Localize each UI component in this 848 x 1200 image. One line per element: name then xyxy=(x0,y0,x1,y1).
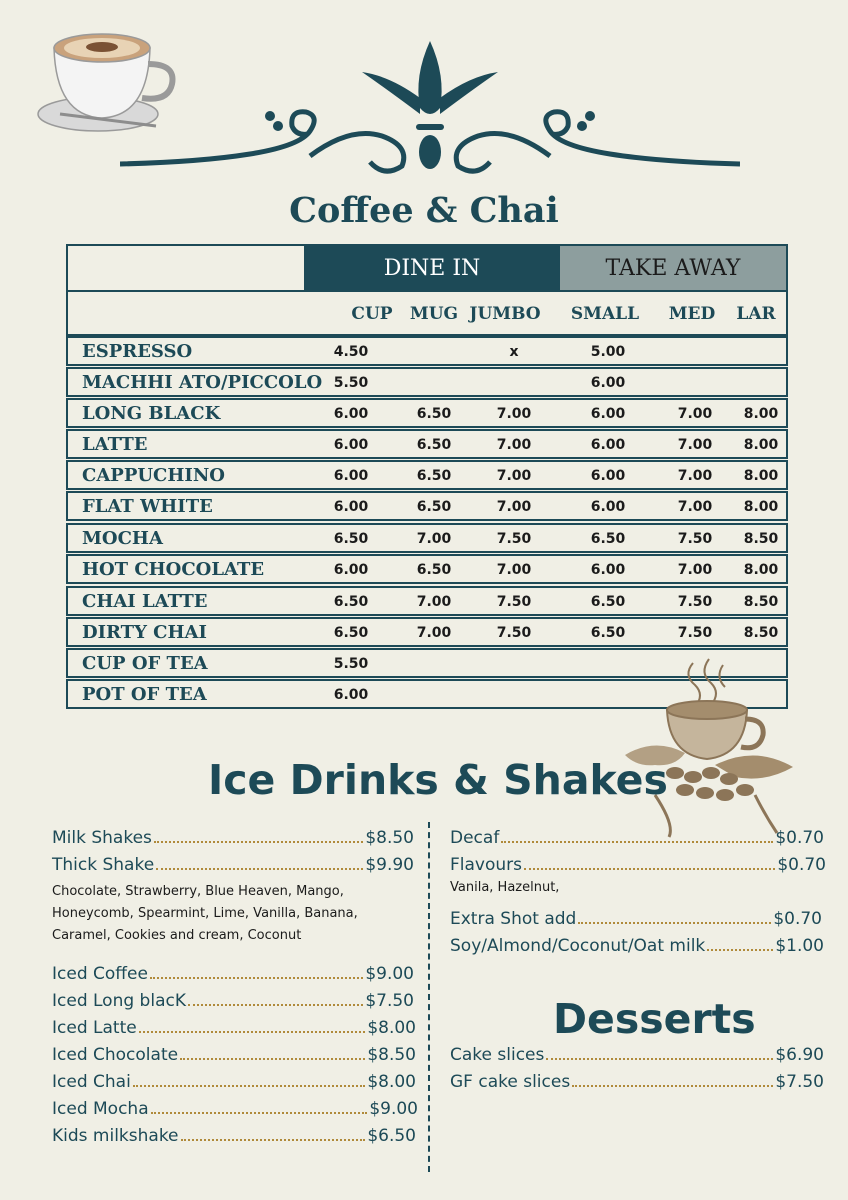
menu-item xyxy=(52,1072,416,1092)
price-cell-lar: 8.00 xyxy=(743,499,779,515)
menu-item-name: Thick Shake xyxy=(52,855,155,875)
price-cell-cup: 5.50 xyxy=(333,656,369,672)
price-cell-cup: 6.50 xyxy=(333,531,369,547)
price-cell-small: 6.00 xyxy=(590,437,626,453)
leader-dots xyxy=(156,868,363,870)
drink-name: CHAI LATTE xyxy=(82,591,208,612)
price-cell-cup: 4.50 xyxy=(333,344,369,360)
dine-in-header: DINE IN xyxy=(304,246,560,290)
ice-drinks-title: Ice Drinks & Shakes xyxy=(208,756,668,804)
price-cell-jumbo: 7.00 xyxy=(496,406,532,422)
price-cell-mug: 6.50 xyxy=(416,499,452,515)
menu-item-name: Decaf xyxy=(450,828,500,848)
menu-item-price: $6.90 xyxy=(775,1045,824,1065)
price-cell-jumbo: 7.00 xyxy=(496,468,532,484)
menu-item-price: $6.50 xyxy=(367,1126,416,1146)
note-line: Honeycomb, Spearmint, Lime, Vanilla, Banana, xyxy=(52,906,358,921)
price-cell-small: 6.00 xyxy=(590,375,626,391)
shake-flavours-note xyxy=(52,881,358,947)
price-cell-lar: 8.50 xyxy=(743,625,779,641)
price-cell-small: 6.00 xyxy=(590,499,626,515)
price-cell-med: 7.50 xyxy=(677,531,713,547)
price-cell-lar: 8.00 xyxy=(743,562,779,578)
price-cell-lar: 8.50 xyxy=(743,531,779,547)
menu-item xyxy=(52,1099,418,1119)
menu-item-price: $0.70 xyxy=(775,828,824,848)
price-cell-cup: 6.00 xyxy=(333,499,369,515)
note-line: Chocolate, Strawberry, Blue Heaven, Mango, xyxy=(52,884,344,899)
leader-dots xyxy=(151,1112,368,1114)
price-cell-small: 5.00 xyxy=(590,344,626,360)
leader-dots xyxy=(188,1004,363,1006)
menu-item-name: Milk Shakes xyxy=(52,828,152,848)
menu-item-name: Iced Chocolate xyxy=(52,1045,179,1065)
price-cell-jumbo: 7.50 xyxy=(496,594,532,610)
menu-item-price: $1.00 xyxy=(775,936,824,956)
price-cell-jumbo: 7.50 xyxy=(496,625,532,641)
table-row xyxy=(66,586,788,616)
menu-item-price: $0.70 xyxy=(777,855,826,875)
table-header-row xyxy=(66,244,788,292)
price-cell-jumbo: 7.00 xyxy=(496,437,532,453)
desserts-title: Desserts xyxy=(553,995,756,1043)
menu-item-price: $8.50 xyxy=(367,1045,416,1065)
menu-item xyxy=(52,855,414,875)
column-divider xyxy=(428,822,430,1172)
menu-item-name: Cake slices xyxy=(450,1045,545,1065)
price-cell-cup: 5.50 xyxy=(333,375,369,391)
table-row xyxy=(66,554,788,584)
menu-item-name: Soy/Almond/Coconut/Oat milk xyxy=(450,936,706,956)
price-cell-cup: 6.50 xyxy=(333,625,369,641)
price-cell-small: 6.50 xyxy=(590,625,626,641)
leader-dots xyxy=(139,1031,366,1033)
take-away-header: TAKE AWAY xyxy=(560,246,786,290)
price-cell-small: 6.50 xyxy=(590,594,626,610)
menu-item xyxy=(450,1072,824,1092)
price-cell-med: 7.00 xyxy=(677,406,713,422)
leader-dots xyxy=(150,977,363,979)
note-line: Caramel, Cookies and cream, Coconut xyxy=(52,928,302,943)
price-cell-small: 6.00 xyxy=(590,562,626,578)
menu-item-name: Iced Mocha xyxy=(52,1099,149,1119)
leader-dots xyxy=(578,922,771,924)
menu-item-name: Extra Shot add xyxy=(450,909,577,929)
menu-item-price: $7.50 xyxy=(775,1072,824,1092)
menu-item xyxy=(450,855,826,875)
price-cell-small: 6.00 xyxy=(590,468,626,484)
price-cell-lar: 8.00 xyxy=(743,468,779,484)
menu-item-price: $8.00 xyxy=(367,1072,416,1092)
menu-item xyxy=(450,828,824,848)
menu-item xyxy=(52,1126,416,1146)
table-size-row xyxy=(66,290,788,336)
drink-name: DIRTY CHAI xyxy=(82,622,207,643)
price-cell-jumbo: 7.00 xyxy=(496,499,532,515)
price-cell-jumbo: 7.00 xyxy=(496,562,532,578)
menu-item xyxy=(450,909,822,929)
menu-item-name: Iced Coffee xyxy=(52,964,148,984)
price-cell-mug: 7.00 xyxy=(416,594,452,610)
leader-dots xyxy=(707,949,773,951)
price-cell-med: 7.00 xyxy=(677,468,713,484)
menu-item xyxy=(52,964,414,984)
page-title: Coffee & Chai xyxy=(289,190,559,231)
price-cell-jumbo: x xyxy=(509,344,519,360)
menu-item-price: $7.50 xyxy=(365,991,414,1011)
drink-name: LATTE xyxy=(82,434,148,455)
price-cell-med: 7.00 xyxy=(677,437,713,453)
price-cell-med: 7.00 xyxy=(677,499,713,515)
coffee-sketch-illustration xyxy=(615,655,805,840)
drink-name: MOCHA xyxy=(82,528,163,549)
price-cell-lar: 8.00 xyxy=(743,437,779,453)
leader-dots xyxy=(181,1139,366,1141)
price-cell-med: 7.00 xyxy=(677,562,713,578)
leader-dots xyxy=(572,1085,773,1087)
menu-item-name: Iced Chai xyxy=(52,1072,131,1092)
menu-item xyxy=(450,1045,824,1065)
menu-item xyxy=(52,1018,416,1038)
size-jumbo: JUMBO xyxy=(469,304,541,324)
price-cell-cup: 6.00 xyxy=(333,437,369,453)
drink-name: CAPPUCHINO xyxy=(82,465,225,486)
flavours-note: Vanila, Hazelnut, xyxy=(450,880,560,895)
size-lar: LAR xyxy=(736,304,776,324)
menu-item-name: GF cake slices xyxy=(450,1072,571,1092)
ornament-flourish xyxy=(120,36,740,176)
menu-item-price: $9.00 xyxy=(369,1099,418,1119)
price-cell-cup: 6.00 xyxy=(333,562,369,578)
price-cell-small: 6.50 xyxy=(590,531,626,547)
menu-item-name: Iced Long blacK xyxy=(52,991,186,1011)
price-cell-jumbo: 7.50 xyxy=(496,531,532,547)
price-cell-med: 7.50 xyxy=(677,594,713,610)
price-cell-med: 7.50 xyxy=(677,625,713,641)
drink-name: ESPRESSO xyxy=(82,341,193,362)
menu-item-price: $0.70 xyxy=(773,909,822,929)
price-cell-cup: 6.50 xyxy=(333,594,369,610)
price-cell-cup: 6.00 xyxy=(333,687,369,703)
price-cell-mug: 6.50 xyxy=(416,406,452,422)
drink-name: POT OF TEA xyxy=(82,684,207,705)
size-med: MED xyxy=(668,304,716,324)
table-row xyxy=(66,491,788,521)
leader-dots xyxy=(133,1085,366,1087)
price-cell-mug: 6.50 xyxy=(416,468,452,484)
leader-dots xyxy=(501,841,773,843)
price-cell-small: 6.00 xyxy=(590,406,626,422)
table-row xyxy=(66,367,788,397)
menu-item-name: Iced Latte xyxy=(52,1018,137,1038)
table-row xyxy=(66,617,788,647)
price-cell-mug: 7.00 xyxy=(416,625,452,641)
drink-name: FLAT WHITE xyxy=(82,496,213,517)
table-row xyxy=(66,429,788,459)
table-row xyxy=(66,460,788,490)
leader-dots xyxy=(546,1058,773,1060)
drink-name: CUP OF TEA xyxy=(82,653,208,674)
menu-item xyxy=(52,828,414,848)
price-cell-cup: 6.00 xyxy=(333,406,369,422)
menu-item-name: Flavours xyxy=(450,855,523,875)
price-cell-lar: 8.50 xyxy=(743,594,779,610)
price-cell-mug: 6.50 xyxy=(416,562,452,578)
menu-item-name: Kids milkshake xyxy=(52,1126,179,1146)
menu-item xyxy=(450,936,824,956)
table-row xyxy=(66,398,788,428)
menu-item xyxy=(52,1045,416,1065)
menu-item-price: $9.90 xyxy=(365,855,414,875)
size-small: SMALL xyxy=(570,304,640,324)
table-row xyxy=(66,336,788,366)
price-cell-mug: 7.00 xyxy=(416,531,452,547)
menu-item-price: $8.50 xyxy=(365,828,414,848)
leader-dots xyxy=(524,868,775,870)
drink-name: MACHHI ATO/PICCOLO xyxy=(82,372,323,393)
menu-item-price: $9.00 xyxy=(365,964,414,984)
leader-dots xyxy=(180,1058,365,1060)
size-mug: MUG xyxy=(409,304,459,324)
drink-name: HOT CHOCOLATE xyxy=(82,559,265,580)
size-cup: CUP xyxy=(351,304,393,324)
drink-name: LONG BLACK xyxy=(82,403,221,424)
menu-item-price: $8.00 xyxy=(367,1018,416,1038)
price-cell-lar: 8.00 xyxy=(743,406,779,422)
table-row xyxy=(66,523,788,553)
menu-item xyxy=(52,991,414,1011)
price-cell-cup: 6.00 xyxy=(333,468,369,484)
price-cell-mug: 6.50 xyxy=(416,437,452,453)
leader-dots xyxy=(154,841,363,843)
